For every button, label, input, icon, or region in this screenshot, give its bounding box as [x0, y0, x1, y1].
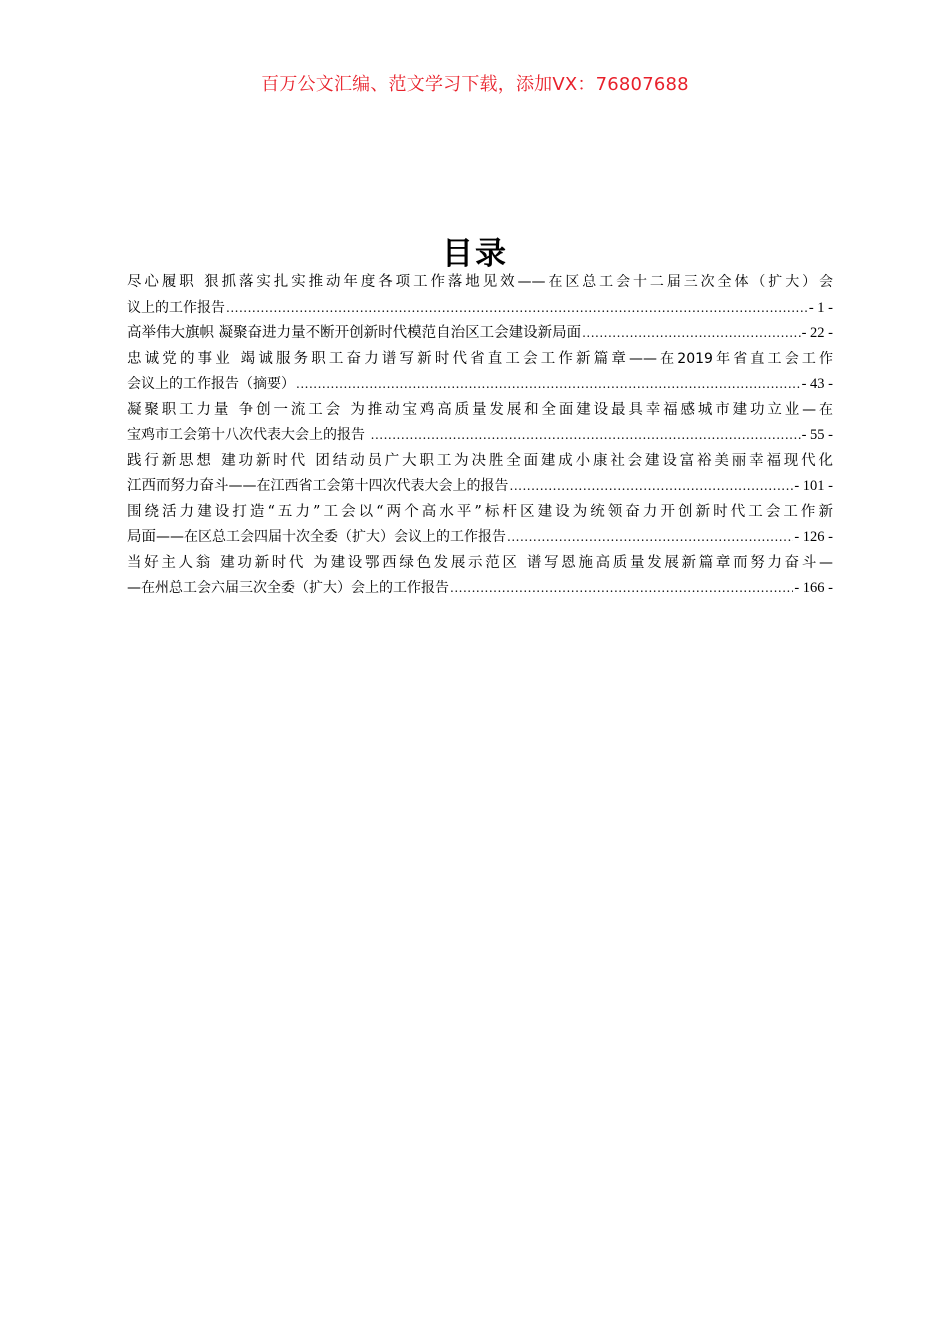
- toc-entry-2-page: - 22 -: [801, 325, 833, 341]
- toc-entry-4-title-main: 凝聚职工力量 争创一流工会 为推动宝鸡高质量发展和全面建设最具幸福感城市建功立业: [127, 401, 803, 418]
- toc-entry-1-title: [127, 270, 833, 296]
- toc-entry-7-title: [127, 551, 833, 577]
- toc-entry-4-page: - 55 -: [801, 427, 833, 443]
- toc-entry-5-title-main: 践行新思想 建功新时代 团结动员广大职工为决胜全面建成小康社会建设富裕美丽幸福现代化: [127, 452, 833, 469]
- toc-entry-6-page: - 126 -: [794, 529, 833, 545]
- toc-entry-3-page: - 43 -: [801, 376, 833, 392]
- toc-entry-5-title-sub: ——在江西省工会第十四次代表大会上的报告: [228, 478, 509, 494]
- toc-entry-3-title-sub: ——在2019年省直工会工作: [629, 350, 833, 367]
- toc-dot-leader: [450, 576, 793, 602]
- toc-entry-1-title-sub: ——在区总工会十二届三次全体（扩大）会: [517, 274, 833, 290]
- toc-dot-leader: [371, 423, 801, 449]
- header-note: 百万公文汇编、范文学习下载，添加VX：76807688: [261, 74, 689, 95]
- toc-entry-5[interactable]: [127, 449, 833, 500]
- table-of-contents: [127, 270, 833, 602]
- toc-entry-3-title: [127, 347, 833, 373]
- toc-dot-leader: [582, 321, 800, 347]
- toc-entry-3[interactable]: [127, 347, 833, 398]
- toc-entry-7-title-main: 当好主人翁 建功新时代 为建设鄂西绿色发展示范区 谱写恩施高质量发展新篇章而努力奋斗: [127, 554, 819, 571]
- toc-entry-1[interactable]: [127, 270, 833, 321]
- toc-entry-6[interactable]: [127, 500, 833, 551]
- toc-entry-7-page: - 166 -: [794, 580, 833, 596]
- toc-entry-1-title-main: 尽心履职 狠抓落实扎实推动年度各项工作落地见效: [127, 274, 518, 290]
- toc-entry-4[interactable]: [127, 398, 833, 449]
- toc-entry-2[interactable]: [127, 321, 833, 347]
- toc-entry-3-title-cont: 会议上的工作报告（摘要）: [127, 376, 295, 392]
- toc-entry-4-title-cont: 宝鸡市工会第十八次代表大会上的报告: [127, 427, 365, 443]
- toc-entry-2-title: 高举伟大旗帜 凝聚奋进力量不断开创新时代模范自治区工会建设新局面: [127, 325, 582, 341]
- toc-entry-4-title-sub: —在: [802, 401, 833, 418]
- toc-entry-7[interactable]: [127, 551, 833, 602]
- toc-entry-1-title-cont: 议上的工作报告: [127, 299, 225, 316]
- toc-entry-7-title-cont: —在州总工会六届三次全委（扩大）会上的工作报告: [127, 580, 449, 596]
- toc-entry-7-title-sub: —: [819, 554, 833, 571]
- toc-entry-6-title-sub: ——在区总工会四届十次全委（扩大）会议上的工作报告: [156, 529, 506, 545]
- toc-dot-leader: [296, 372, 801, 398]
- toc-entry-6-title-main: 围绕活力建设打造“五力”工会以“两个高水平”标杆区建设为统领奋力开创新时代工会工作新: [127, 503, 833, 520]
- toc-entry-3-title-main: 忠诚党的事业 竭诚服务职工奋力谱写新时代省直工会工作新篇章: [127, 350, 629, 367]
- toc-entry-5-title: [127, 449, 833, 475]
- toc-entry-6-title-cont: 局面: [127, 529, 156, 545]
- toc-dot-leader: [226, 296, 808, 322]
- toc-entry-5-page: - 101 -: [794, 478, 833, 494]
- toc-dot-leader: [510, 474, 794, 500]
- toc-entry-1-page: - 1 -: [808, 299, 833, 316]
- toc-entry-4-title: [127, 398, 833, 424]
- toc-entry-6-title: [127, 500, 833, 526]
- toc-title: 目录: [442, 236, 508, 272]
- toc-dot-leader: [507, 525, 793, 551]
- toc-entry-5-title-cont: 江西而努力奋斗: [127, 478, 229, 494]
